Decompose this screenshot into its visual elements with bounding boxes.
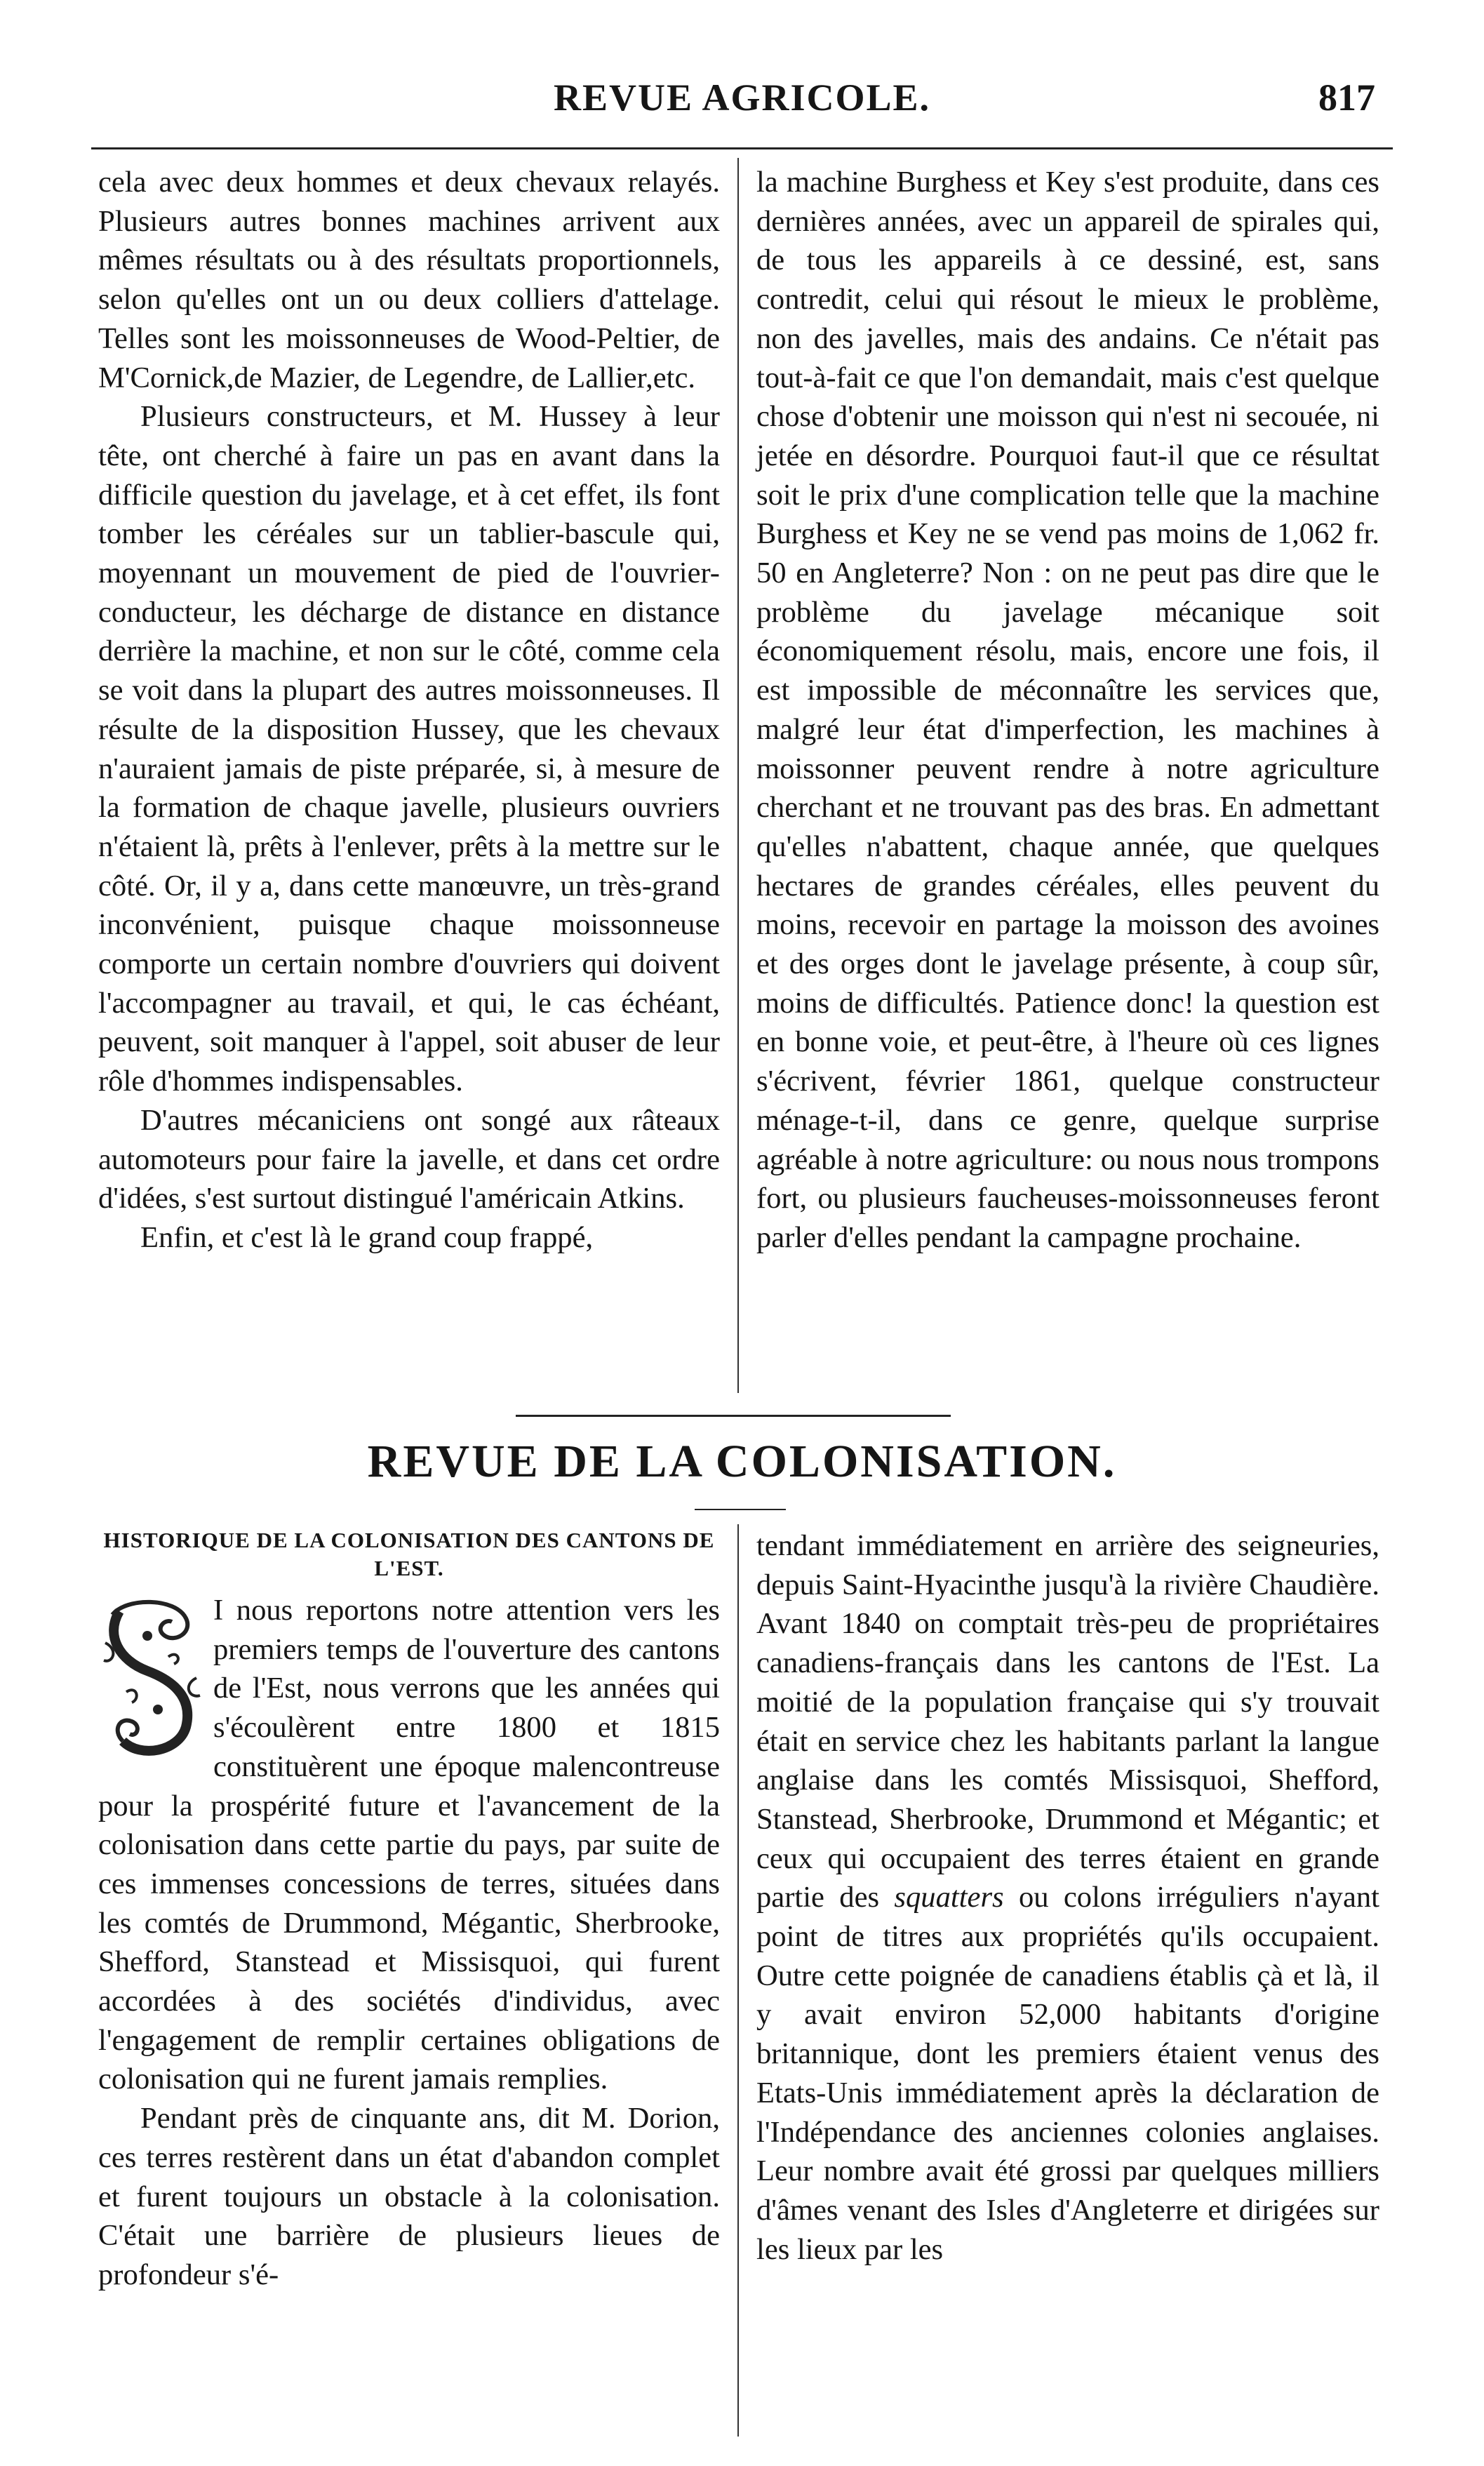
left-column-bottom (98, 1526, 720, 2295)
section-rule (516, 1415, 951, 1417)
section-title-underline (695, 1509, 786, 1510)
paragraph: cela avec deux hommes et deux chevaux relayés. Plusieurs autres bonnes machines arrivent aux mêmes résultats ou à des résultats proportionnels, selon qu'elles ont un ou deux colliers d'attelage. Telles sont les moissonneuses de Wood-Peltier, de M'Cornick,de Mazier, de Legendre, de Lallier,etc. (98, 166, 720, 394)
article-subheading: HISTORIQUE DE LA COLONISATION DES CANTONS DE L'EST. (103, 1528, 715, 1580)
column-divider (737, 158, 739, 1393)
header-rule (91, 147, 1393, 149)
italic-term: squatters (894, 1881, 1004, 1914)
left-column-top (98, 163, 720, 1258)
opening-paragraph-wrap (98, 1591, 720, 2099)
column-divider (737, 1524, 739, 2437)
text-run: ou colons irréguliers n'ayant point de titres aux propriétés qu'ils occupaient. Outre cette poignée de canadiens établis çà et là, il y avait environ 52,000 habitants d'origine britannique, dont les premiers étaient venus des Etats-Unis immédiatement après la déclaration de l'Indépendance des anciennes colonies anglaises. Leur nombre avait été grossi par quelques milliers d'âmes venant des Isles d'Angleterre et dirigées sur les lieux par les (756, 1881, 1379, 2266)
running-header (0, 76, 1484, 125)
ornamental-dropcap-icon (98, 1594, 203, 1762)
paragraph (756, 1526, 1379, 2269)
page-number: 817 (1318, 76, 1375, 119)
right-column-bottom (756, 1526, 1379, 2269)
section-title: REVUE DE LA COLONISATION. (367, 1436, 1117, 1487)
paragraph: Pendant près de cinquante ans, dit M. Dorion, ces terres restèrent dans un état d'abandon complet et furent toujours un obstacle à la colonisation. C'était une barrière de plusieurs lieues de profondeur s'é- (98, 2102, 720, 2291)
paragraph: la machine Burghess et Key s'est produite, dans ces dernières années, avec un appareil de spirales qui, de tous les appareils à ce dessiné, est, sans contredit, celui qui résout le mieux le problème, non des javelles, mais des andains. Ce n'était pas tout-à-fait ce que l'on demandait, mais c'est quelque chose d'obtenir une moisson qui n'est ni secouée, ni jetée en désordre. Pourquoi faut-il que ce résultat soit le prix d'une complication telle que la machine Burghess et Key ne se vend pas moins de 1,062 fr. 50 en Angleterre? Non : on ne peut pas dire que le problème du javelage mécanique soit économiquement résolu, mais, encore une fois, il est impossible de méconnaître les services que, malgré leur état d'imperfection, les machines à moissonner peuvent rendre à notre agriculture cherchant et ne trouvant pas des bras. En admettant qu'elles n'abattent, chaque année, que quelques hectares de grandes céréales, elles peuvent du moins, recevoir en partage la moisson des avoines et des orges dont le javelage présente, à coup sûr, moins de difficultés. Patience donc! la question est en bonne voie, et peut-être, à l'heure où ces lignes s'écrivent, février 1861, quelque constructeur ménage-t-il, dans ce genre, quelque surprise agréable à notre agriculture: ou nous nous trompons fort, ou plusieurs faucheuses-moissonneuses feront parler d'elles pendant la campagne prochaine. (756, 166, 1379, 1254)
paragraph: Plusieurs constructeurs, et M. Hussey à leur tête, ont cherché à faire un pas en avant dans la difficile question du javelage, et à cet effet, ils font tomber les céréales sur un tablier-bascule qui, moyennant un mouvement de pied de l'ouvrier-conducteur, les décharge de distance en distance derrière la machine, et non sur le côté, comme cela se voit dans la plupart des autres moissonneuses. Il résulte de la disposition Hussey, que les chevaux n'auraient jamais de piste préparée, si, à mesure de la formation de chaque javelle, plusieurs ouvriers n'étaient là, prêts à l'enlever, prêts à la mettre sur le côté. Or, il y a, dans cette manœuvre, un très-grand inconvénient, puisque chaque moissonneuse comporte un certain nombre d'ouvriers qui doivent l'accompagner au travail, et qui, le cas échéant, peuvent, soit manquer à l'appel, soit abuser de leur rôle d'hommes indispensables. (98, 400, 720, 1098)
paragraph: Enfin, et c'est là le grand coup frappé, (140, 1220, 594, 1254)
right-column-top (756, 163, 1379, 1258)
paragraph: I nous reportons notre attention vers les premiers temps de l'ouverture des cantons de l'Est, nous verrons que les années qui s'écoulèrent entre 1800 et 1815 constituèrent une époque malencontreuse pour la prospérité future et l'avancement de la colonisation dans cette partie du pays, par suite de ces immenses concessions de terres, situées dans les comtés de Drummond, Mégantic, Sherbrooke, Shefford, Stanstead et Missisquoi, qui furent accordées à des sociétés d'individus, avec l'engagement de remplir certaines obligations de colonisation qui ne furent jamais remplies. (98, 1594, 720, 2096)
running-header-title: REVUE AGRICOLE. (553, 76, 931, 119)
text-run: tendant immédiatement en arrière des seigneuries, depuis Saint-Hyacinthe jusqu'à la rivière Chaudière. Avant 1840 on comptait très-peu de propriétaires canadiens-français dans les cantons de l'Est. La moitié de la population française qui s'y trouvait était en service chez les habitants parlant la langue anglaise dans les comtés Missisquoi, Shefford, Stanstead, Sherbrooke, Drummond et Mégantic; et ceux qui occupaient des terres étaient en grande partie des (756, 1529, 1379, 1914)
paragraph: D'autres mécaniciens ont songé aux râteaux automoteurs pour faire la javelle, et dans cet ordre d'idées, s'est surtout distingué l'américain Atkins. (98, 1103, 720, 1215)
